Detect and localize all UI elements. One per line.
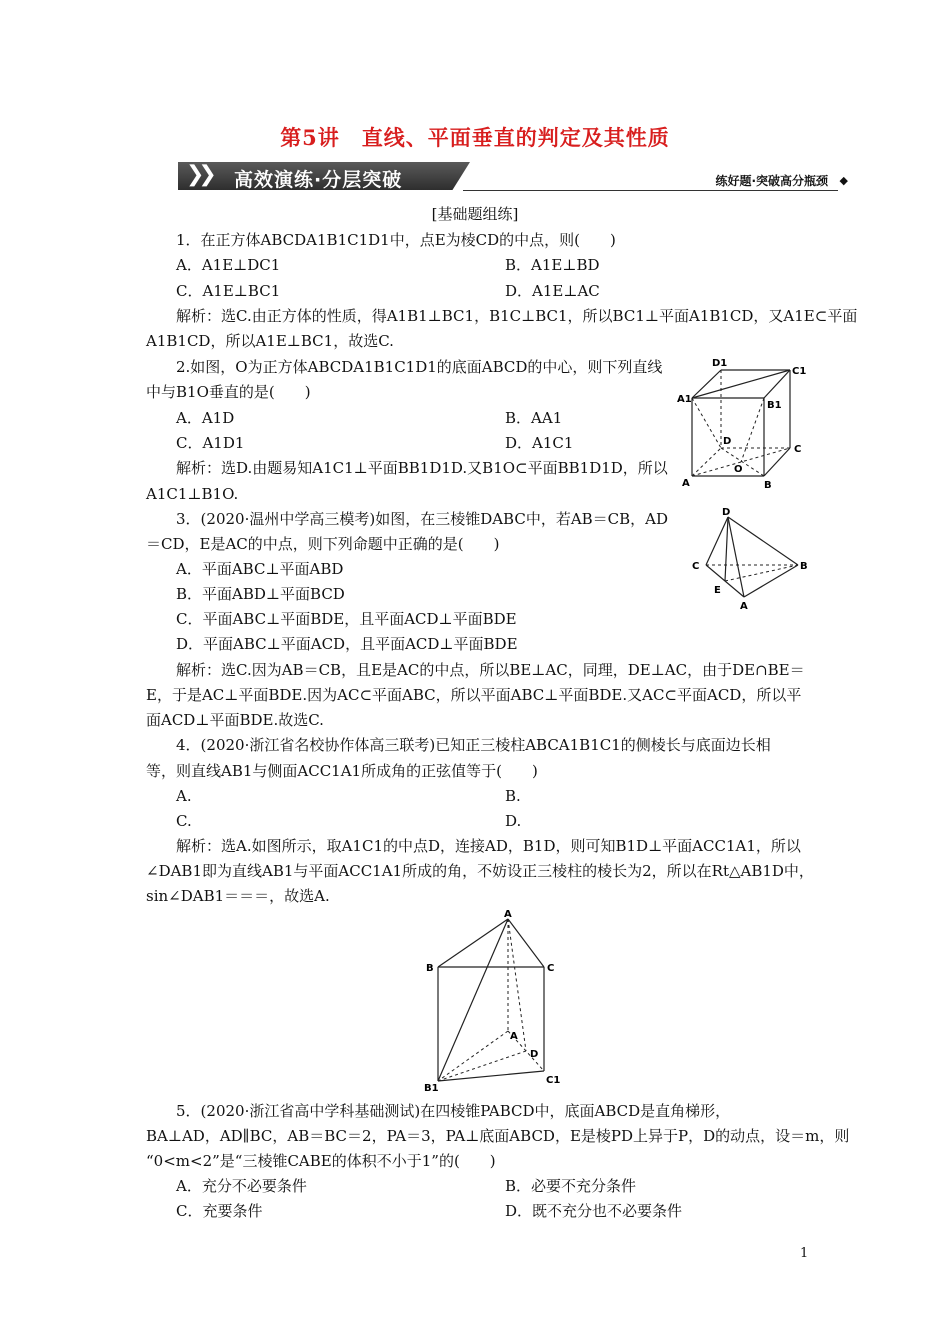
q5-option-c: C．充要条件 bbox=[176, 1202, 263, 1220]
label-C: C bbox=[794, 444, 802, 455]
q3-solution-2: E，于是AC⊥平面BDE.因为AC⊂平面ABC，所以平面ABC⊥平面BDE.又AC⊂平面ACD，所以平 bbox=[146, 686, 802, 704]
q4-option-d: D. bbox=[505, 812, 522, 830]
q3-stem-1: 3．(2020·温州中学高三模考)如图，在三棱锥DABC中，若AB＝CB，AD bbox=[176, 510, 669, 528]
label-A1: A1 bbox=[677, 394, 692, 405]
q2-solution-2: A1C1⊥B1O. bbox=[146, 485, 239, 503]
section-heading: [基础题组练] bbox=[431, 205, 519, 223]
q2-solution-1: 解析：选D.由题易知A1C1⊥平面BB1D1D.又B1O⊂平面BB1D1D，所以 bbox=[176, 459, 668, 477]
label-C1: C1 bbox=[546, 1075, 561, 1086]
label-C: C bbox=[692, 561, 700, 572]
q1-option-c: C．A1E⊥BC1 bbox=[176, 282, 281, 300]
label-A1: A bbox=[510, 1031, 518, 1042]
label-A: A bbox=[740, 601, 748, 612]
section-banner bbox=[178, 160, 848, 194]
q3-option-b: B．平面ABD⊥平面BCD bbox=[176, 585, 345, 603]
q5-option-d: D．既不充分也不必要条件 bbox=[505, 1202, 683, 1220]
q2-option-b: B．AA1 bbox=[505, 409, 563, 427]
label-B1: B1 bbox=[767, 400, 782, 411]
q3-option-c: C．平面ABC⊥平面BDE，且平面ACD⊥平面BDE bbox=[176, 610, 517, 628]
chevron-right-icon: ❯❯ bbox=[186, 162, 211, 187]
q3-option-a: A．平面ABC⊥平面ABD bbox=[176, 560, 344, 578]
label-B: B bbox=[800, 561, 808, 572]
label-D: D bbox=[723, 436, 732, 447]
q4-option-c: C. bbox=[176, 812, 192, 830]
cube-figure bbox=[672, 356, 812, 491]
q4-stem-1: 4．(2020·浙江省名校协作体高三联考)已知正三棱柱ABCA1B1C1的侧棱长与底面边长相 bbox=[176, 736, 771, 754]
label-A: A bbox=[504, 909, 512, 920]
q4-solution-2: ∠DAB1即为直线AB1与平面ACC1A1所成的角，不妨设正三棱柱的棱长为2，所以在Rt△AB1D中， bbox=[146, 862, 814, 880]
q5-stem-2: BA⊥AD，AD∥BC，AB＝BC＝2，PA＝3，PA⊥底面ABCD，E是棱PD上异于P，D的动点，设＝m，则 bbox=[146, 1127, 850, 1145]
banner-rule bbox=[463, 190, 838, 191]
banner-right-text: 练好题·突破高分瓶颈 bbox=[715, 174, 828, 188]
q3-solution-1: 解析：选C.因为AB＝CB，且E是AC的中点，所以BE⊥AC，同理，DE⊥AC，由于DE∩BE＝ bbox=[176, 661, 805, 679]
label-B: B bbox=[426, 963, 434, 974]
q4-solution-1: 解析：选A.如图所示，取A1C1的中点D，连接AD，B1D，则可知B1D⊥平面ACC1A1，所以 bbox=[176, 837, 801, 855]
q2-option-c: C．A1D1 bbox=[176, 434, 245, 452]
label-E: E bbox=[714, 585, 721, 596]
page-number: 1 bbox=[800, 1246, 809, 1261]
page-title: 第5讲 直线、平面垂直的判定及其性质 bbox=[280, 125, 670, 150]
label-D1: D1 bbox=[712, 358, 728, 369]
q1-option-d: D．A1E⊥AC bbox=[505, 282, 600, 300]
label-A: A bbox=[682, 478, 690, 489]
q1-solution-2: A1B1CD，所以A1E⊥BC1，故选C. bbox=[146, 332, 394, 350]
q1-solution-1: 解析：选C.由正方体的性质，得A1B1⊥BC1，B1C⊥BC1，所以BC1⊥平面A1B1CD，又A1E⊂平面 bbox=[176, 307, 858, 325]
label-O: O bbox=[734, 464, 743, 475]
q2-stem-2: 中与B1O垂直的是( ) bbox=[146, 383, 311, 401]
label-D: D bbox=[530, 1049, 539, 1060]
q5-option-a: A．充分不必要条件 bbox=[176, 1177, 307, 1195]
q2-option-a: A．A1D bbox=[176, 409, 235, 427]
q3-option-d: D．平面ABC⊥平面ACD，且平面ACD⊥平面BDE bbox=[176, 635, 518, 653]
q3-solution-3: 面ACD⊥平面BDE.故选C. bbox=[146, 711, 324, 729]
q2-stem-1: 2.如图，O为正方体ABCDA1B1C1D1的底面ABCD的中心，则下列直线 bbox=[176, 358, 663, 376]
label-B1: B1 bbox=[424, 1083, 439, 1094]
q3-stem-2: ＝CD，E是AC的中点，则下列命题中正确的是( ) bbox=[146, 535, 500, 553]
q2-option-d: D．A1C1 bbox=[505, 434, 574, 452]
diamond-icon: ◆ bbox=[839, 174, 848, 187]
q5-stem-3: “0<m<2”是“三棱锥CABE的体积不小于1”的( ) bbox=[146, 1152, 496, 1170]
label-C: C bbox=[547, 963, 555, 974]
q4-stem-2: 等，则直线AB1与侧面ACC1A1所成角的正弦值等于( ) bbox=[146, 762, 538, 780]
q1-option-b: B．A1E⊥BD bbox=[505, 256, 600, 274]
pyramid-figure bbox=[688, 505, 818, 613]
q5-option-b: B．必要不充分条件 bbox=[505, 1177, 637, 1195]
prism-figure bbox=[420, 905, 570, 1095]
q4-option-a: A. bbox=[176, 787, 192, 805]
label-B: B bbox=[764, 480, 772, 491]
q4-solution-3: sin∠DAB1＝＝＝，故选A. bbox=[146, 887, 330, 905]
q1-stem: 1．在正方体ABCDA1B1C1D1中，点E为棱CD的中点，则( ) bbox=[176, 231, 616, 249]
q4-option-b: B. bbox=[505, 787, 521, 805]
q1-option-a: A．A1E⊥DC1 bbox=[176, 256, 281, 274]
banner-left-text: 高效演练·分层突破 bbox=[234, 169, 403, 191]
label-C1: C1 bbox=[792, 366, 807, 377]
q5-stem-1: 5．(2020·浙江省高中学科基础测试)在四棱锥PABCD中，底面ABCD是直角梯形， bbox=[176, 1102, 731, 1120]
label-D: D bbox=[722, 507, 731, 518]
